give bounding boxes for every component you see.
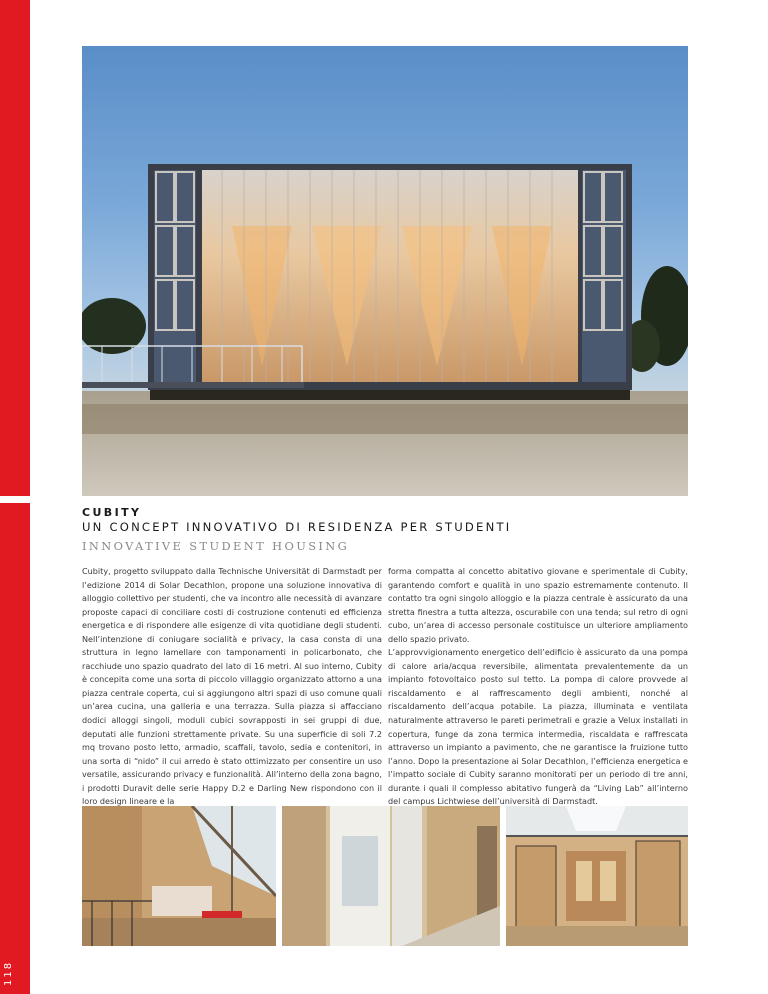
red-accent-bar-bottom [0,503,30,994]
hero-photo-cubity-building [82,46,688,496]
photo-interior-central-square [506,806,688,946]
body-column-left [82,565,382,809]
body-paragraph: L’approvvigionamento energetico dell’edificio è assicurato da una pompa di calore aria/acqua reversibile, alimentata prevalentemente da un impianto fotovoltaico posto sul tetto. La pompa di calore provvede al riscaldamento e al raffrescamento degli ambienti, nonché al riscaldamento dell’acqua potabile. La piazza, illuminata e ventilata naturalmente attraverso le pareti perimetrali e grazie a Velux installati in copertura, funge da zona termica intermedia, riscaldata e raffrescata attraverso un impianto a pavimento, che ne garantisce la fruizione tutto l’anno. Dopo la presentazione ai Solar Decathlon, l’efficienza energetica e l’impatto sociale di Cubity saranno monitorati per un periodo di tre anni, durante i quali il complesso abitativo fungerà da “Living Lab” all’interno del campus Lichtwiese dell’università di Darmstadt. [388,647,688,807]
page-number: 118 [3,960,14,986]
red-accent-bar-top [0,0,30,496]
body-column-right [388,565,688,809]
photo-interior-bathroom [282,806,500,946]
photo-interior-living-area [82,806,276,946]
article-title: CUBITY [82,506,142,519]
article-subtitle: UN CONCEPT INNOVATIVO DI RESIDENZA PER STUDENTI [82,520,512,534]
article-english-title: INNOVATIVE STUDENT HOUSING [82,539,350,553]
body-paragraph: Cubity, progetto sviluppato dalla Technische Universität di Darmstadt per l’edizione 2014 di Solar Decathlon, propone una soluzione innovativa di alloggio collettivo per studenti, che va incontro alle necessità di avanzare proposte capaci di conciliare costi di costruzione contenuti ed efficienza energetica e di rispondere alle esigenze di vita quotidiane degli studenti. Nell’intenzione di coniugare socialità e privacy, la casa consta di una struttura in legno lamellare con tamponamenti in policarbonato, che racchiude uno spazio quadrato del lato di 16 metri. Al suo interno, Cubity è concepita come una sorta di piccolo villaggio organizzato attorno a una piazza centrale coperta, cui si aggiungono altri spazi di uso comune quali un’area cucina, una galleria e una terrazza. Sulla piazza si affacciano dodici alloggi singoli, moduli cubici sovrapposti in sei gruppi di due, deputati alle funzioni strettamente private. Su una superficie di soli 7.2 mq trovano posto letto, armadio, scaffali, tavolo, sedia e contenitori, in una sorta di “nido” il cui arredo è stato ottimizzato per consentire un uso versatile, assicurando privacy e funzionalità. All’interno della zona bagno, i prodotti Duravit delle serie Happy D.2 e Darling New rispondono con il loro design lineare e la [82,566,382,807]
body-paragraph: forma compatta al concetto abitativo giovane e sperimentale di Cubity, garantendo comfort e qualità in uno spazio estremamente contenuto. Il contatto tra ogni singolo alloggio e la piazza centrale è assicurato da una stretta finestra a tutta altezza, oscurabile con una tenda; sul retro di ogni cubo, un’area di accesso personale costituisce un ulteriore ampliamento dello spazio privato. [388,566,688,644]
